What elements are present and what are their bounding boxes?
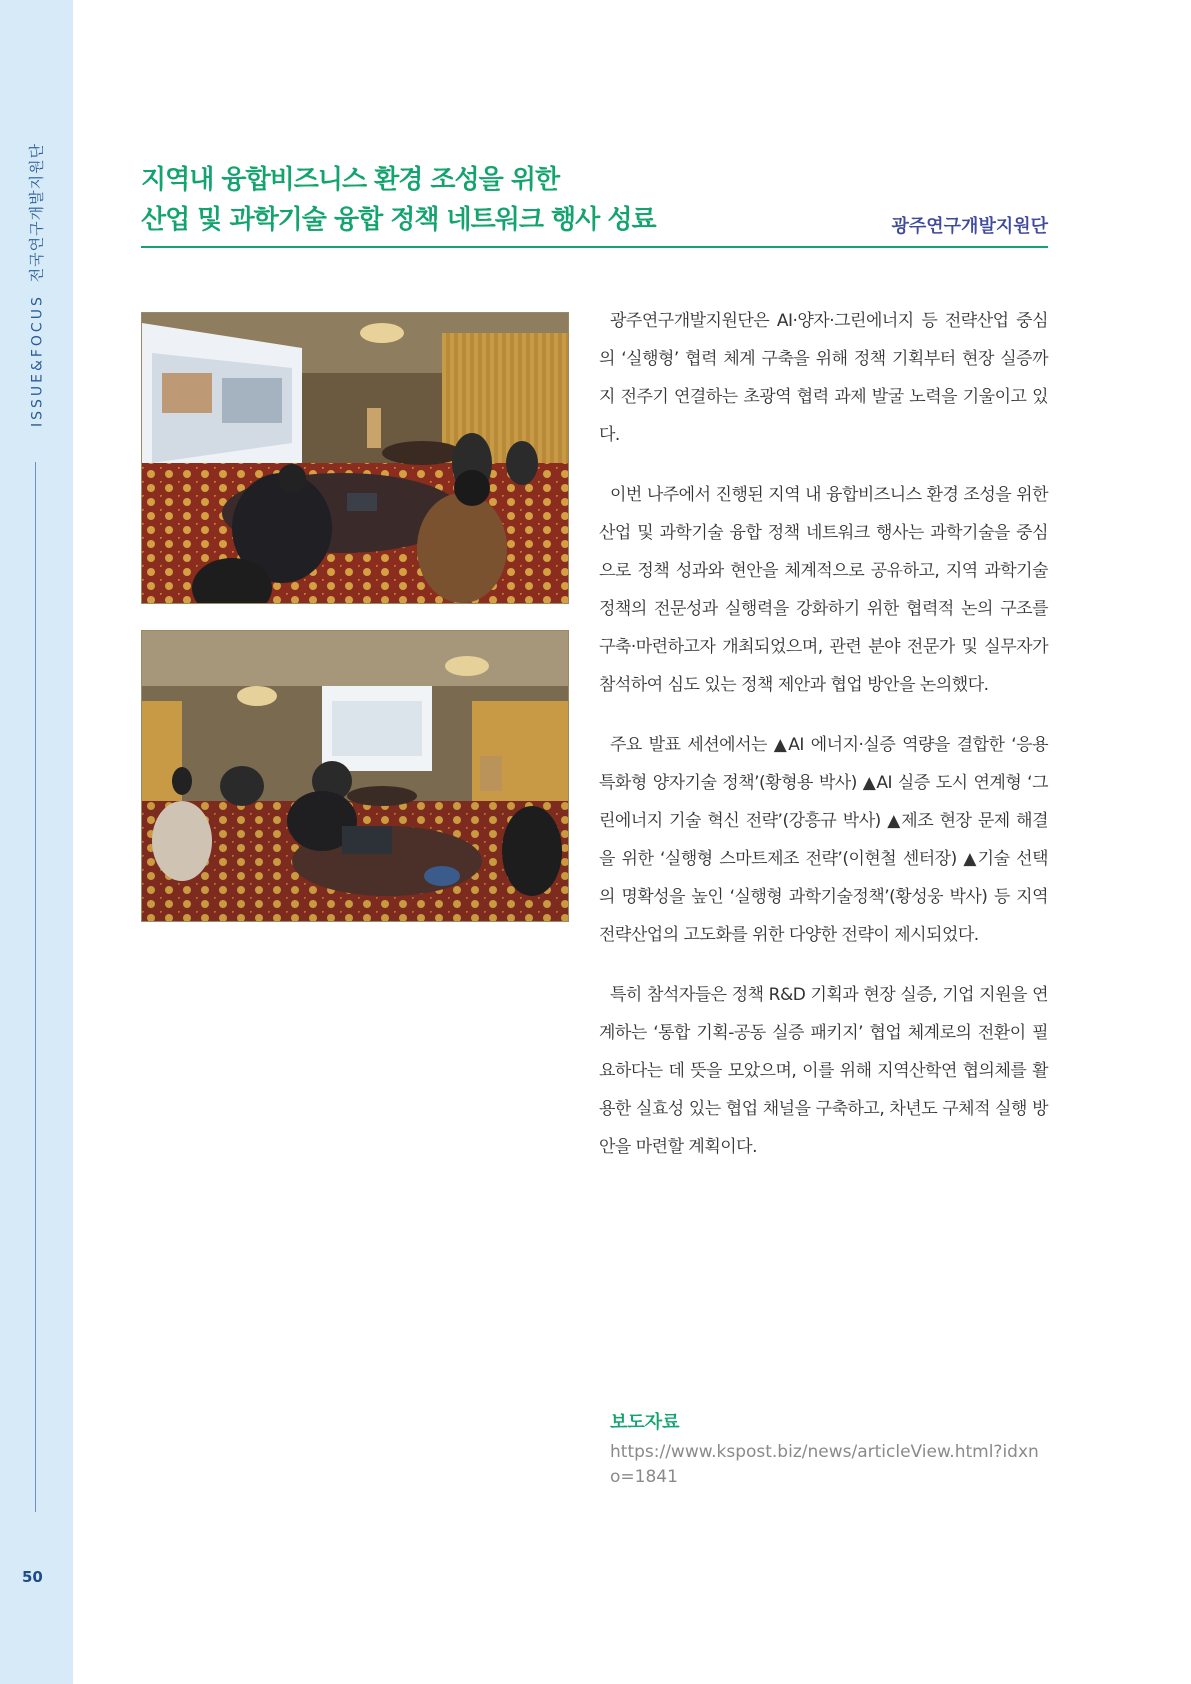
article-paragraph-4: 특히 참석자들은 정책 R&D 기획과 현장 실증, 기업 지원을 연계하는 ‘통합 기획-공동 실증 패키지’ 협업 체계로의 전환이 필요하다는 데 뜻을 모았으며, 이를 위해 지역산학연 협의체를 활용한 실효성 있는 협업 채널을 구축하고, 차년도 구체적 실행 방안을 마련할 계획이다. — [599, 985, 1048, 1157]
article-paragraph-3: 주요 발표 세션에서는 ▲AI 에너지·실증 역량을 결합한 ‘응용 특화형 양자기술 정책’(황형용 박사) ▲AI 실증 도시 연계형 ‘그린에너지 기술 혁신 전략’(강흥규 박사) ▲제조 현장 문제 해결을 위한 ‘실행형 스마트제조 전략’(이현철 센터장) ▲기술 선택의 명확성을 높인 ‘실행형 과학기술정책’(황성웅 박사) 등 지역 전략산업의 고도화를 위한 다양한 전략이 제시되었다. — [599, 735, 1048, 945]
sidebar-divider — [35, 462, 36, 1512]
source-label: 보도자료 — [610, 1412, 680, 1433]
section-label-en: ISSUE&FOCUS — [29, 294, 46, 428]
article-paragraph-2: 이번 나주에서 진행된 지역 내 융합비즈니스 환경 조성을 위한 산업 및 과학기술 융합 정책 네트워크 행사는 과학기술을 중심으로 정책 성과와 현안을 체계적으로 공유하고, 지역 과학기술 정책의 전문성과 실행력을 강화하기 위한 협력적 논의 구조를 구축·마련하고자 개최되었으며, 관련 분야 전문가 및 실무자가 참석하여 심도 있는 정책 제안과 협업 방안을 논의했다. — [599, 485, 1048, 695]
event-photo-2 — [141, 630, 569, 922]
event-photo-1 — [141, 312, 569, 604]
title-divider — [141, 246, 1048, 248]
organization-name: 광주연구개발지원단 — [891, 216, 1048, 237]
article-body — [599, 302, 1048, 1188]
event-photo-2-image — [142, 631, 568, 921]
sidebar — [0, 0, 73, 1684]
section-label — [26, 143, 47, 427]
page-number: 50 — [22, 1568, 43, 1586]
article-paragraph-1: 광주연구개발지원단은 AI·양자·그린에너지 등 전략산업 중심의 ‘실행형’ 협력 체계 구축을 위해 정책 기획부터 현장 실증까지 전주기 연결하는 초광역 협력 과제 발굴 노력을 기울이고 있다. — [599, 311, 1048, 445]
section-label-ko: 전국연구개발지원단 — [27, 142, 46, 283]
article-title-line2: 산업 및 과학기술 융합 정책 네트워크 행사 성료 — [141, 205, 656, 235]
event-photo-1-image — [142, 313, 568, 603]
article-title — [141, 160, 656, 240]
article-title-line1: 지역내 융합비즈니스 환경 조성을 위한 — [141, 165, 560, 195]
source-link[interactable]: https://www.kspost.biz/news/articleView.html?idxno=1841 — [610, 1442, 1039, 1487]
